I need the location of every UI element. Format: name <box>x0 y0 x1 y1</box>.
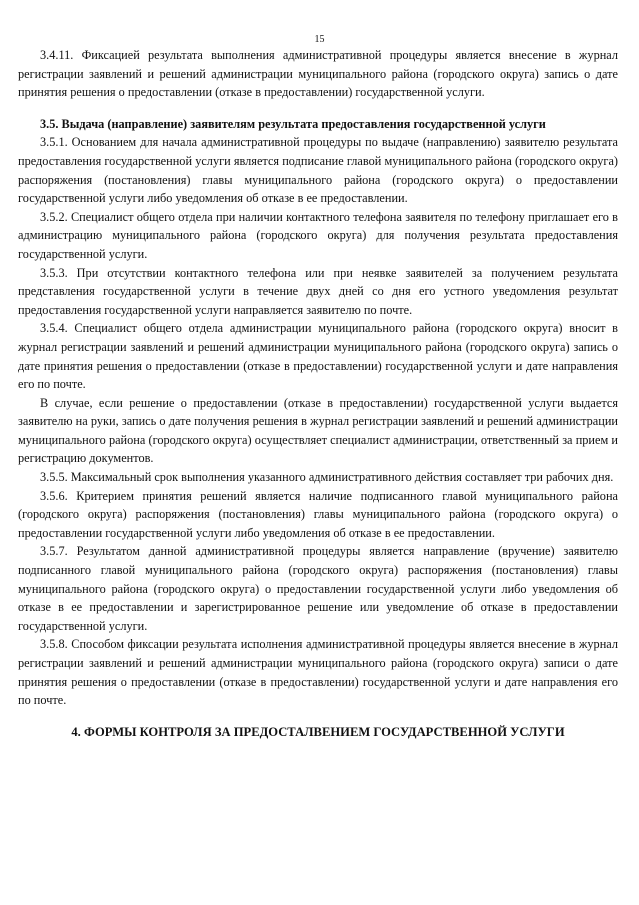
paragraph-3-5-4: 3.5.4. Специалист общего отдела администрации муниципального района (городского округа) вносит в журнал регистрации заявлений и решений администрации муниципального района (городского округа) запись о дате принятия решения о предоставлении (отказе в предоставлении) государственной услуги и дате направления его по почте. <box>18 321 618 392</box>
paragraph-3-5-4-continued: В случае, если решение о предоставлении (отказе в предоставлении) государственной услуги выдается заявителю на руки, запись о дате получения решения в журнал регистрации заявлений и решений администрации муниципального района (городского округа) осуществляет специалист администрации, ответственный за прием и регистрацию документов. <box>18 395 618 466</box>
paragraph-3-5-7: 3.5.7. Результатом данной административной процедуры является направление (вручение) заявителю подписанного главой муниципального района (городского округа) распоряжения (постановления) главы муниципального района (городского округа) о предоставлении государственной услуги либо уведомления об отказе в ее предоставлении и зарегистрированное решение или уведомление об отказе в предоставлении государственной услуги. <box>18 544 618 633</box>
paragraph-3-5-2: 3.5.2. Специалист общего отдела при наличии контактного телефона заявителя по телефону приглашает его в администрацию муниципального района (городского округа) для получения результата предоставления государственной услуги. <box>18 209 618 261</box>
paragraph-3-5-5: 3.5.5. Максимальный срок выполнения указанного административного действия составляет три рабочих дня. <box>40 470 614 485</box>
paragraph-3-4-11: 3.4.11. Фиксацией результата выполнения административной процедуры является внесение в журнал регистрации заявлений и решений администрации муниципального района (городского округа) запись о дате принятия решения о предоставлении (отказе в предоставлении) государственной услуги. <box>18 48 618 100</box>
page-content <box>18 46 618 741</box>
chapter-heading-4: 4. ФОРМЫ КОНТРОЛЯ ЗА ПРЕДОСТАЛВЕНИЕМ ГОСУДАРСТВЕННОЙ УСЛУГИ <box>71 724 565 739</box>
paragraph-3-5-1: 3.5.1. Основанием для начала административной процедуры по выдаче (направлению) заявителю результата предоставления государственной услуги является подписание главой муниципального района (городского округа) распоряжения (постановления) главы муниципального района (городского округа) о предоставлении государственной услуги либо уведомления об отказе в ее предоставлении. <box>18 135 618 206</box>
section-heading-3-5: 3.5. Выдача (направление) заявителям результата предоставления государственной услуги <box>40 116 546 131</box>
paragraph-3-5-8: 3.5.8. Способом фиксации результата исполнения административной процедуры является внесение в журнал регистрации заявлений и решений администрации муниципального района (городского округа) записи о дате принятия решения о предоставлении (отказе в предоставлении) государственной услуги и дате направления его по почте. <box>18 637 618 708</box>
paragraph-3-5-6: 3.5.6. Критерием принятия решений является наличие подписанного главой муниципального района (городского округа) распоряжения (постановления) главы муниципального района (городского округа) о предоставлении государственной услуги либо уведомления об отказе в ее предоставлении. <box>18 488 618 540</box>
paragraph-3-5-3: 3.5.3. При отсутствии контактного телефона или при неявке заявителей за получением результата представления государственной услуги в течение двух дней со дня его устного уведомления результат предоставления государственной услуги направляется заявителю по почте. <box>18 265 618 317</box>
page-number: 15 <box>314 34 325 45</box>
